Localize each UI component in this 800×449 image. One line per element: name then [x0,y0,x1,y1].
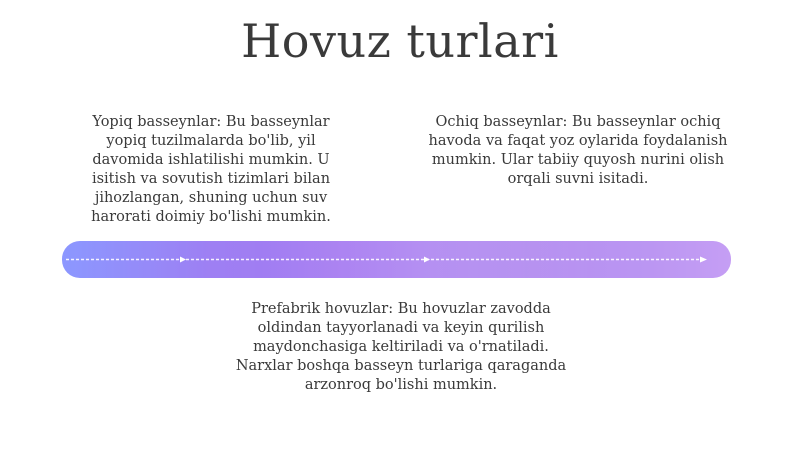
page-title: Hovuz turlari [241,14,559,68]
item-text-indoor-pools: Yopiq basseynlar: Bu basseynlar yopiq tuzilmalarda bo'lib, yil davomida ishlatilishi mumkin. U isitish va sovutish tizimlari bilan jihozlangan, shuning uchun suv harorati doimiy bo'lishi mumkin. [91,114,331,225]
timeline-arrows [62,241,731,278]
timeline-bar [62,241,731,278]
item-text-prefab-pools: Prefabrik hovuzlar: Bu hovuzlar zavodda oldindan tayyorlanadi va keyin qurilish maydonchasiga keltiriladi va o'rnatiladi. Narxlar boshqa basseyn turlariga qaraganda arzonroq bo'lishi mumkin. [235,301,567,393]
arrow-head-1-icon [180,257,186,263]
arrow-head-3-icon [700,257,707,263]
arrow-head-2-icon [424,257,430,263]
item-text-outdoor-pools: Ochiq basseynlar: Bu basseynlar ochiq havoda va faqat yoz oylarida foydalanish mumkin. Ular tabiiy quyosh nurini olish orqali suvni isitadi. [428,114,728,187]
